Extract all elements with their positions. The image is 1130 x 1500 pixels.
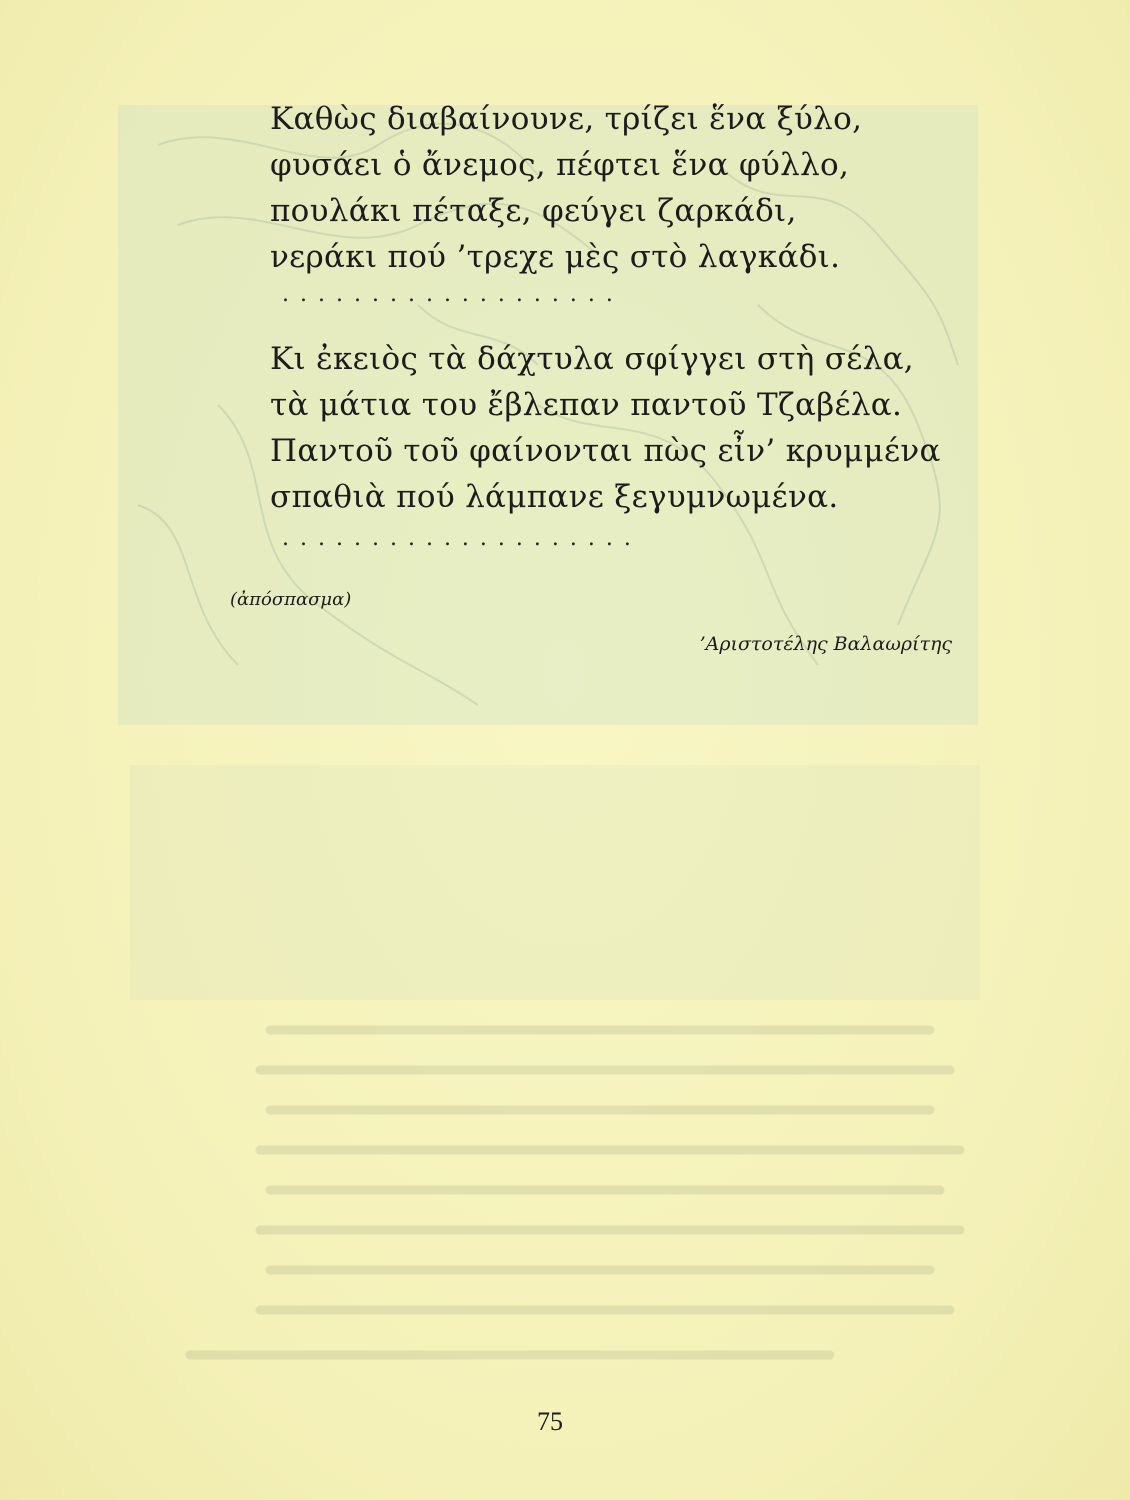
ellipsis-separator: .................... [282, 526, 642, 551]
excerpt-note: (ἀπόσπασμα) [230, 589, 352, 610]
poem-line: Παντοῦ τοῦ φαίνονται πὼς εἶν’ κρυμμένα [270, 433, 941, 469]
poem-stanza-1 [270, 96, 862, 280]
poem-line: φυσάει ὁ ἄνεμος, πέφτει ἕνα φύλλο, [270, 147, 850, 183]
page-number: 75 [537, 1407, 563, 1436]
poem-line: νεράκι πού ’τρεχε μὲς στὸ λαγκάδι. [270, 239, 841, 275]
poem-line: πουλάκι πέταξε, φεύγει ζαρκάδι, [270, 193, 797, 229]
author-name: ’Αριστοτέλης Βαλαωρίτης [699, 633, 952, 655]
ellipsis-separator: ................... [282, 282, 624, 307]
poem-line: σπαθιὰ πού λάμπανε ξεγυμνωμένα. [270, 479, 839, 515]
poem-line: τὰ μάτια του ἔβλεπαν παντοῦ Τζαβέλα. [270, 387, 903, 423]
poem-stanza-2 [270, 336, 941, 520]
show-through-text [130, 1000, 980, 1380]
poem-line: Καθὼς διαβαίνουνε, τρίζει ἕνα ξύλο, [270, 101, 863, 137]
show-through-panel [130, 765, 980, 1000]
poem-line: Κι ἐκειὸς τὰ δάχτυλα σφίγγει στὴ σέλα, [270, 341, 914, 377]
